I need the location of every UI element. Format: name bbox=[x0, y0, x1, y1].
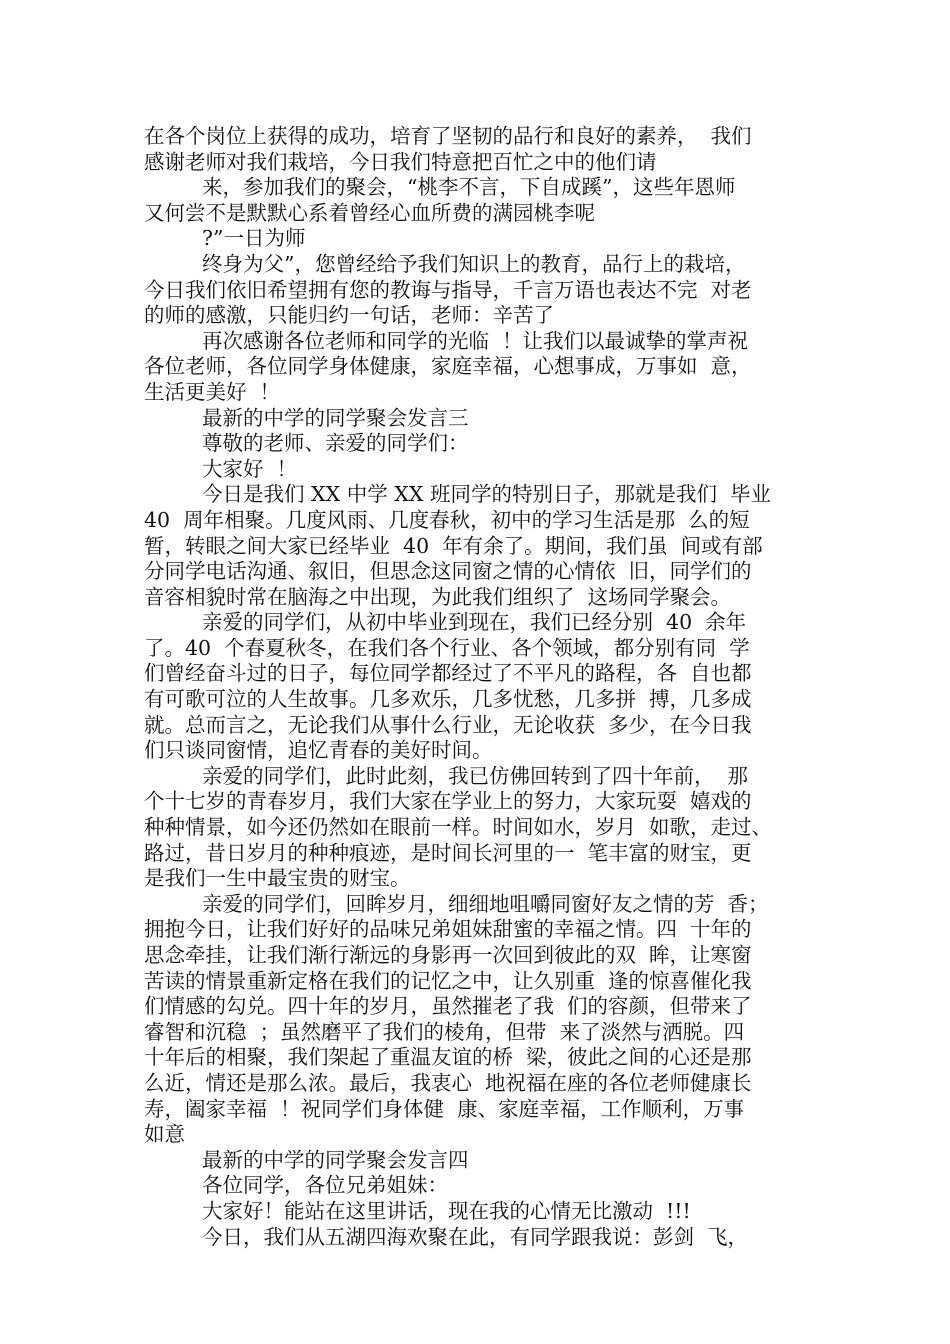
text-line: 来，参加我们的聚会，“桃李不言，下自成蹊”，这些年恩师 bbox=[202, 175, 736, 200]
greeting bbox=[144, 457, 824, 483]
paragraph bbox=[144, 610, 824, 764]
text-line: 今日我们依旧希望拥有您的教诲与指导，千言万语也表达不完 对老 bbox=[144, 277, 752, 302]
text-line: 了。40 个春夏秋冬，在我们各个行业、各个领域，都分别有同 学 bbox=[144, 635, 750, 660]
paragraph bbox=[144, 329, 824, 406]
text-line: 分同学电话沟通、叙旧，但思念这同窗之情的心情依 旧，同学们的 bbox=[144, 559, 752, 584]
paragraph bbox=[144, 764, 824, 892]
text-line: 音容相貌时常在脑海之中出现，为此我们组织了 这场同学聚会。 bbox=[144, 584, 732, 609]
paragraph bbox=[144, 1225, 824, 1251]
text-line: 路过，昔日岁月的种种痕迹，是时间长河里的一 笔丰富的财宝，更 bbox=[144, 840, 752, 865]
paragraph bbox=[144, 252, 824, 329]
text-line: 是我们一生中最宝贵的财宝。 bbox=[144, 866, 411, 891]
text-line: 生活更美好 ！ bbox=[144, 379, 281, 404]
text-line: 亲爱的同学们，从初中毕业到现在，我们已经分别 40 余年 bbox=[202, 610, 747, 635]
text-line: 种种情景，如今还仍然如在眼前一样。时间如水，岁月 如歌，走过、 bbox=[144, 815, 773, 840]
text-line: 寿，阖家幸福 ！祝同学们身体健 康、家庭幸福，工作顺利，万事 bbox=[144, 1096, 745, 1121]
text-line: 睿智和沉稳 ；虽然磨平了我们的棱角，但带 来了淡然与洒脱。四 bbox=[144, 1019, 745, 1044]
paragraph bbox=[144, 892, 824, 1148]
text-line: 的师的感激，只能归约一句话，老师：辛苦了 bbox=[144, 303, 554, 328]
text-line: 么近，情还是那么浓。最后，我衷心 地祝福在座的各位老师健康长 bbox=[144, 1070, 752, 1095]
text-line: 苦读的情景重新定格在我们的记忆之中，让久别重 逢的惊喜催化我 bbox=[144, 968, 752, 993]
heading-text: 最新的中学的同学聚会发言四 bbox=[202, 1147, 469, 1172]
text-line: 们曾经奋斗过的日子，每位同学都经过了不平凡的路程，各 自也都 bbox=[144, 661, 752, 686]
text-line: 如意 bbox=[144, 1122, 185, 1147]
text-line: 们只谈同窗情，追忆青春的美好时间。 bbox=[144, 738, 493, 763]
salutation bbox=[144, 431, 824, 457]
paragraph bbox=[144, 124, 824, 175]
text-line: 大家好！能站在这里讲话，现在我的心情无比激动 !!! bbox=[202, 1198, 691, 1223]
text-line: 又何尝不是默默心系着曾经心血所费的满园桃李呢 bbox=[144, 200, 595, 225]
text-line: 今日，我们从五湖四海欢聚在此，有同学跟我说：彭剑 飞， bbox=[202, 1224, 749, 1249]
text-line: 十年后的相聚，我们架起了重温友谊的桥 梁，彼此之间的心还是那 bbox=[144, 1045, 752, 1070]
text-line: 感谢老师对我们栽培，今日我们特意把百忙之中的他们请 bbox=[144, 149, 657, 174]
section-heading bbox=[144, 1148, 824, 1174]
paragraph bbox=[144, 175, 824, 226]
salutation bbox=[144, 1173, 824, 1199]
paragraph bbox=[144, 482, 824, 610]
text-line: 暂，转眼之间大家已经毕业 40 年有余了。期间，我们虽 间或有部 bbox=[144, 533, 763, 558]
text-line: 再次感谢各位老师和同学的光临 ！让我们以最诚挚的掌声祝 bbox=[202, 328, 749, 353]
text-line: 大家好 ！ bbox=[202, 456, 298, 481]
text-line: 个十七岁的青春岁月，我们大家在学业上的努力，大家玩耍 嬉戏的 bbox=[144, 789, 752, 814]
text-line: 各位同学，各位兄弟姐妹： bbox=[202, 1173, 448, 1198]
text-line: 在各个岗位上获得的成功，培育了坚韧的品行和良好的素养， 我们 bbox=[144, 124, 752, 148]
text-line: 有可歌可泣的人生故事。几多欢乐，几多忧愁，几多拼 搏，几多成 bbox=[144, 687, 752, 712]
text-line: 就。总而言之，无论我们从事什么行业，无论收获 多少，在今日我 bbox=[144, 712, 752, 737]
text-line: 各位老师，各位同学身体健康，家庭幸福，心想事成，万事如 意， bbox=[144, 354, 752, 379]
text-line: 亲爱的同学们，此时此刻，我已仿佛回转到了四十年前， 那 bbox=[202, 763, 749, 788]
text-line: ?”一日为师 bbox=[202, 226, 306, 251]
text-line: 终身为父”，您曾经给予我们知识上的教育，品行上的栽培， bbox=[202, 251, 746, 276]
text-line: 40 周年相聚。几度风雨、几度春秋，初中的学习生活是那 么的短 bbox=[144, 507, 750, 532]
heading-text: 最新的中学的同学聚会发言三 bbox=[202, 405, 469, 430]
greeting bbox=[144, 1199, 824, 1225]
text-line: 们情感的勾兑。四十年的岁月，虽然摧老了我 们的容颜，但带来了 bbox=[144, 994, 752, 1019]
text-line: 拥抱今日，让我们好好的品味兄弟姐妹甜蜜的幸福之情。四 十年的 bbox=[144, 917, 752, 942]
text-line: 尊敬的老师、亲爱的同学们： bbox=[202, 431, 469, 456]
section-heading bbox=[144, 406, 824, 432]
text-line: 今日是我们 XX 中学 XX 班同学的特别日子，那就是我们 毕业 bbox=[202, 482, 771, 507]
text-line: 思念牵挂，让我们渐行渐远的身影再一次回到彼此的双 眸，让寒窗 bbox=[144, 943, 752, 967]
document-body bbox=[144, 124, 824, 1250]
paragraph bbox=[144, 226, 824, 252]
text-line: 亲爱的同学们，回眸岁月，细细地咀嚼同窗好友之情的芳 香； bbox=[202, 891, 769, 916]
